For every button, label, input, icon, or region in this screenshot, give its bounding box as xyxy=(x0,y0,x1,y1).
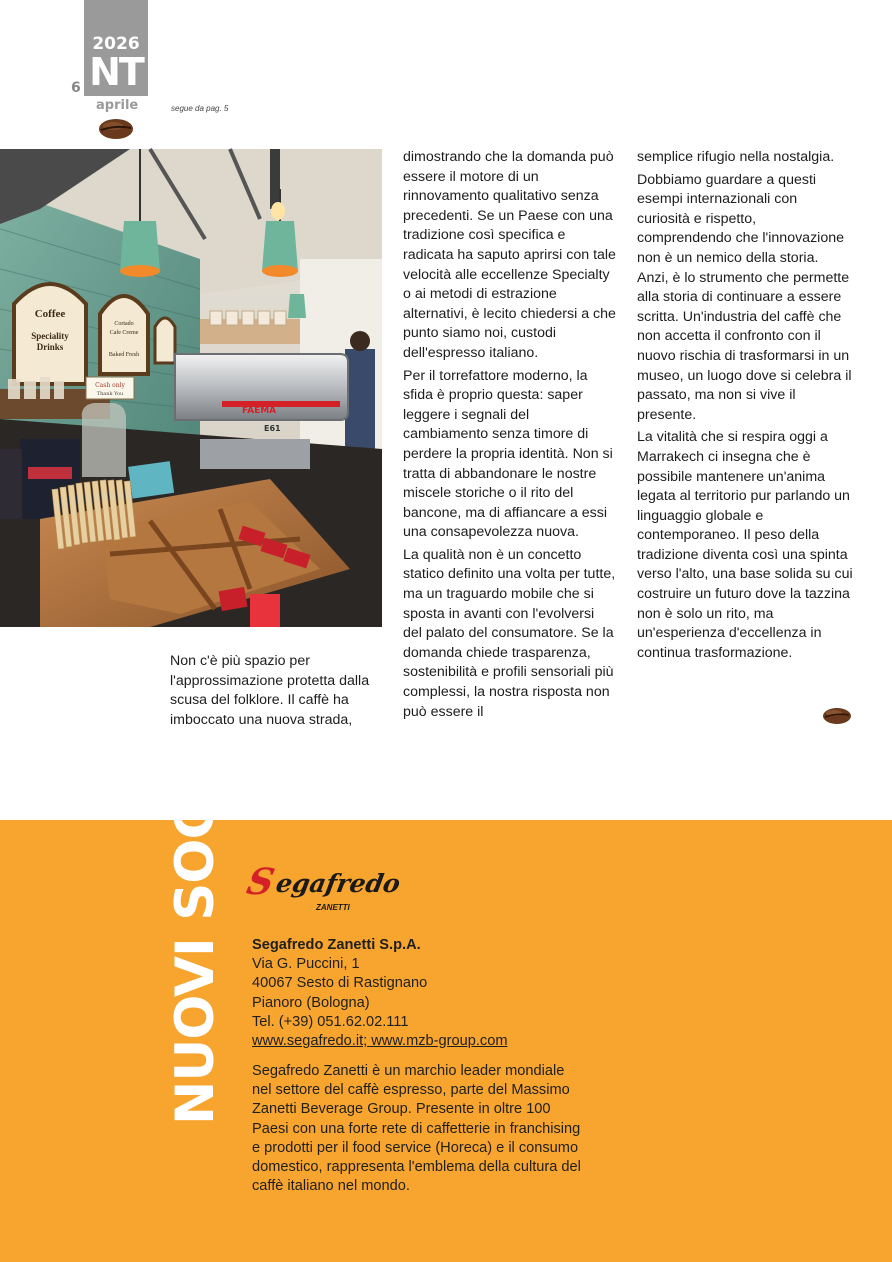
paragraph: Non c'è più spazio per l'approssimazione protetta dalla scusa del folklore. Il caffè ha imboccato una nuova strada, xyxy=(170,653,370,728)
sign-cortado: Cortado xyxy=(114,321,134,327)
card-cash-only: Cash only xyxy=(95,382,125,389)
magazine-logo: NT xyxy=(89,50,143,94)
logo-wordmark: egafredo xyxy=(273,868,403,898)
sign-coffee: Coffee xyxy=(34,308,66,320)
article-column-3 xyxy=(637,148,853,666)
article-column-1 xyxy=(170,652,385,733)
sign-baked-fresh: Baked Fresh xyxy=(108,352,140,358)
company-description: Segafredo Zanetti è un marchio leader mondiale nel settore del caffè espresso, parte del Massimo Zanetti Beverage Group. Presente in oltre 100 Paesi con una forte rete di caffetterie in franchising e prodotti per il food service (Horeca) e il consumo domestico, rappresenta l'emblema della cultura del caffè italiano nel mondo. xyxy=(252,1063,581,1195)
paragraph: La vitalità che si respira oggi a Marrakech ci insegna che è possibile mantenere un'anima legata al territorio pur parlando un linguaggio globale e contemporaneo. Il peso della tradizione diventa così una spinta verso l'alto, una base solida su cui costruire un futuro dove la tazzina non è solo un rito, ma un'esperienza d'eccellenza in continua trasformazione. xyxy=(637,429,853,661)
continued-from-note: segue da pag. 5 xyxy=(171,104,229,113)
page-number: 6 xyxy=(71,80,81,96)
section-title: NUOVI SOCI xyxy=(165,782,226,1125)
address-province: Pianoro (Bologna) xyxy=(252,994,370,1011)
sign-speciality: Speciality xyxy=(31,331,69,341)
paragraph: semplice rifugio nella nostalgia. xyxy=(637,149,835,165)
sign-cafe-creme: Cafe Creme xyxy=(109,330,139,336)
issue-year: 2026 xyxy=(92,34,140,54)
phone-number: Tel. (+39) 051.62.02.111 xyxy=(252,1013,409,1030)
machine-brand: FAEMA xyxy=(242,406,277,416)
paragraph: La qualità non è un concetto statico definito una volta per tutte, ma un traguardo mobile che si sposta in avanti con l'evolversi del palato del consumatore. Se la domanda chiede trasparenza, sostenibilità e profili sensoriali più complessi, la nostra risposta non può essere il xyxy=(403,546,616,720)
end-mark-bean-icon xyxy=(822,706,852,726)
article-column-2 xyxy=(403,148,617,725)
address-street: Via G. Puccini, 1 xyxy=(252,956,360,973)
company-contacts xyxy=(252,936,592,1051)
issue-badge xyxy=(84,0,148,96)
sign-drinks: Drinks xyxy=(36,342,64,352)
segafredo-logo xyxy=(243,852,403,916)
cafe-interior-photo xyxy=(0,149,382,627)
logo-initial: S xyxy=(243,860,279,903)
coffee-bean-icon xyxy=(98,117,134,141)
logo-sub: ZANETTI xyxy=(316,903,350,912)
paragraph: dimostrando che la domanda può essere il motore di un rinnovamento qualitativo senza precedenti. Se un Paese con una tradizione così specifica e radicata ha saputo aprirsi con tale velocità alle eccellenze Specialty o ai metodi di estrazione alternativi, è lecito chiedersi a che punto siamo noi, custodi dell'espresso italiano. xyxy=(403,149,616,361)
machine-model: E61 xyxy=(264,424,281,433)
issue-month: aprile xyxy=(96,98,139,113)
address-city: 40067 Sesto di Rastignano xyxy=(252,975,428,992)
paragraph: Dobbiamo guardare a questi esempi internazionali con curiosità e rispetto, comprendendo che l'innovazione non è un nemico della storia. Anzi, è lo strumento che permette alla storia di continuare a essere scritta. Un'industria del caffè che non accetta il confronto con il nuovo rischia di trasformarsi in un museo, un luogo dove si celebra il passato, ma non si vive il presente. xyxy=(637,171,852,423)
card-thank-you: Thank You xyxy=(96,391,124,397)
company-name: Segafredo Zanetti S.p.A. xyxy=(252,937,421,953)
paragraph: Per il torrefattore moderno, la sfida è proprio questa: saper leggere i segnali del cambiamento senza timore di perdere la propria identità. Non si tratta di abbandonare le nostre miscele storiche o il rito del bancone, ma di affiancare a essi una consapevolezza nuova. xyxy=(403,367,613,541)
website-links[interactable]: www.segafredo.it; www.mzb-group.com xyxy=(252,1033,508,1050)
